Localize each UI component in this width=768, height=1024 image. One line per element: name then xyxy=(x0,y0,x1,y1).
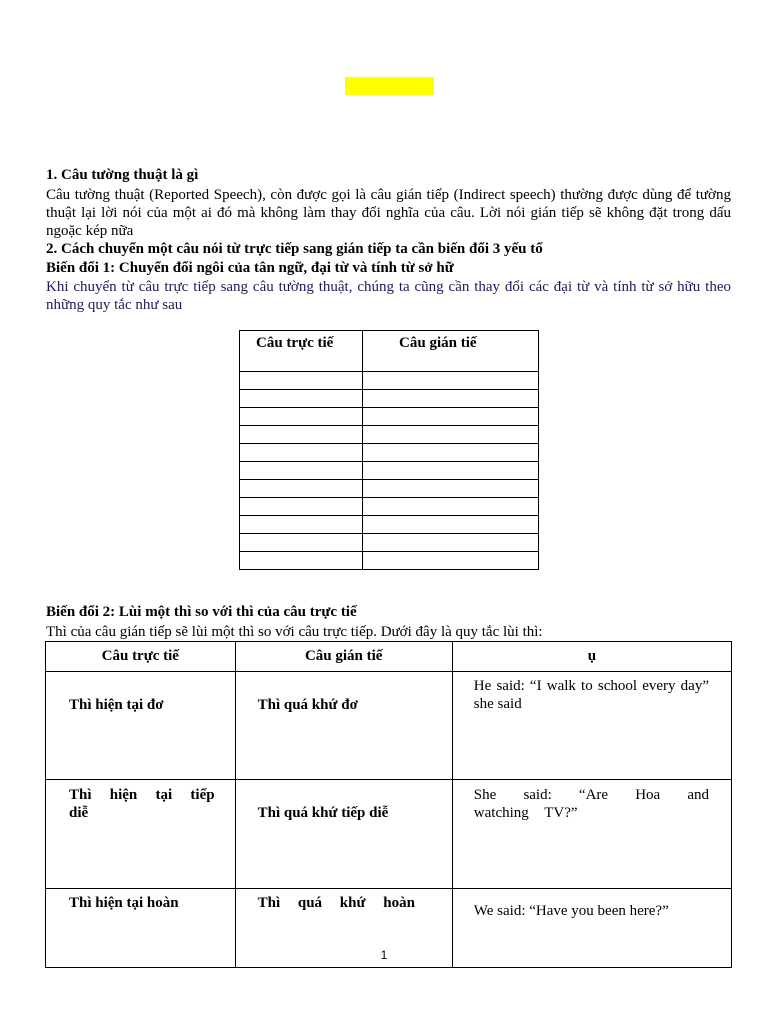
table-row xyxy=(240,534,539,552)
tense-example-cell: She said: “Are Hoa and watching TV?” xyxy=(452,780,731,889)
transform2-paragraph: Thì của câu gián tiếp sẽ lùi một thì so với câu trực tiếp. Dưới đây là quy tắc lùi thì: xyxy=(46,624,543,640)
table-row xyxy=(240,462,539,480)
tense-example-cell: We said: “Have you been here?” xyxy=(452,889,731,968)
table-cell xyxy=(363,408,539,426)
table-cell xyxy=(363,426,539,444)
table-row xyxy=(240,444,539,462)
table-cell xyxy=(240,426,363,444)
tense-indirect-cell: Thì quá khứ tiếp diễ xyxy=(235,780,452,889)
tense-indirect-cell: Thì quá khứ hoàn xyxy=(235,889,452,968)
table-cell xyxy=(363,444,539,462)
table-cell xyxy=(363,372,539,390)
tense-direct-cell: Thì hiện tại tiếp diễ xyxy=(46,780,236,889)
table-cell xyxy=(363,498,539,516)
table-row xyxy=(240,426,539,444)
table-cell xyxy=(240,408,363,426)
table-row xyxy=(240,372,539,390)
tense-table xyxy=(45,641,732,968)
table-row xyxy=(46,672,732,780)
tense-table-header-example: ụ xyxy=(452,642,731,672)
section2-heading: 2. Cách chuyển một câu nói từ trực tiếp sang gián tiếp ta cần biến đổi 3 yếu tố xyxy=(46,241,543,257)
section1-heading: 1. Câu tường thuật là gì xyxy=(46,167,199,183)
pronoun-table-header-indirect: Câu gián tiế xyxy=(363,331,539,372)
page-number: 1 xyxy=(380,948,388,962)
transform1-paragraph: Khi chuyển từ câu trực tiếp sang câu tường thuật, chúng ta cũng cần thay đổi các đại từ và tính từ sở hữu theo những quy tắc như sau xyxy=(46,279,731,313)
table-row xyxy=(240,516,539,534)
tense-table-header-indirect: Câu gián tiế xyxy=(235,642,452,672)
table-cell xyxy=(240,552,363,570)
table-cell xyxy=(240,390,363,408)
table-row xyxy=(240,408,539,426)
pronoun-table-body xyxy=(240,372,539,570)
table-cell xyxy=(363,480,539,498)
pronoun-table xyxy=(239,330,539,570)
pronoun-table-header-direct: Câu trực tiế xyxy=(240,331,363,372)
table-cell xyxy=(240,534,363,552)
table-cell xyxy=(240,498,363,516)
table-cell xyxy=(363,462,539,480)
tense-direct-cell: Thì hiện tại đơ xyxy=(46,672,236,780)
table-row xyxy=(240,480,539,498)
table-cell xyxy=(363,534,539,552)
table-cell xyxy=(363,552,539,570)
table-row xyxy=(240,390,539,408)
title-highlight xyxy=(345,77,434,95)
table-row xyxy=(46,780,732,889)
table-row xyxy=(240,498,539,516)
transform1-heading: Biến đổi 1: Chuyển đổi ngôi của tân ngữ, đại từ và tính từ sở hữ xyxy=(46,260,454,276)
table-cell xyxy=(363,516,539,534)
tense-table-header-direct: Câu trực tiế xyxy=(46,642,236,672)
tense-direct-cell: Thì hiện tại hoàn xyxy=(46,889,236,968)
tense-example-cell: He said: “I walk to school every day” she said xyxy=(452,672,731,780)
table-cell xyxy=(240,462,363,480)
table-cell xyxy=(363,390,539,408)
table-cell xyxy=(240,516,363,534)
table-cell xyxy=(240,444,363,462)
section1-paragraph: Câu tường thuật (Reported Speech), còn được gọi là câu gián tiếp (Indirect speech) thường được dùng để tường thuật lại lời nói của một ai đó mà không làm thay đổi nghĩa của câu. Lời nói gián tiếp sẽ không đặt trong dấu ngoặc kép nữa xyxy=(46,187,731,239)
table-cell xyxy=(240,372,363,390)
transform2-heading: Biến đổi 2: Lùi một thì so với thì của câu trực tiế xyxy=(46,604,357,620)
table-row xyxy=(240,552,539,570)
table-cell xyxy=(240,480,363,498)
tense-indirect-cell: Thì quá khứ đơ xyxy=(235,672,452,780)
